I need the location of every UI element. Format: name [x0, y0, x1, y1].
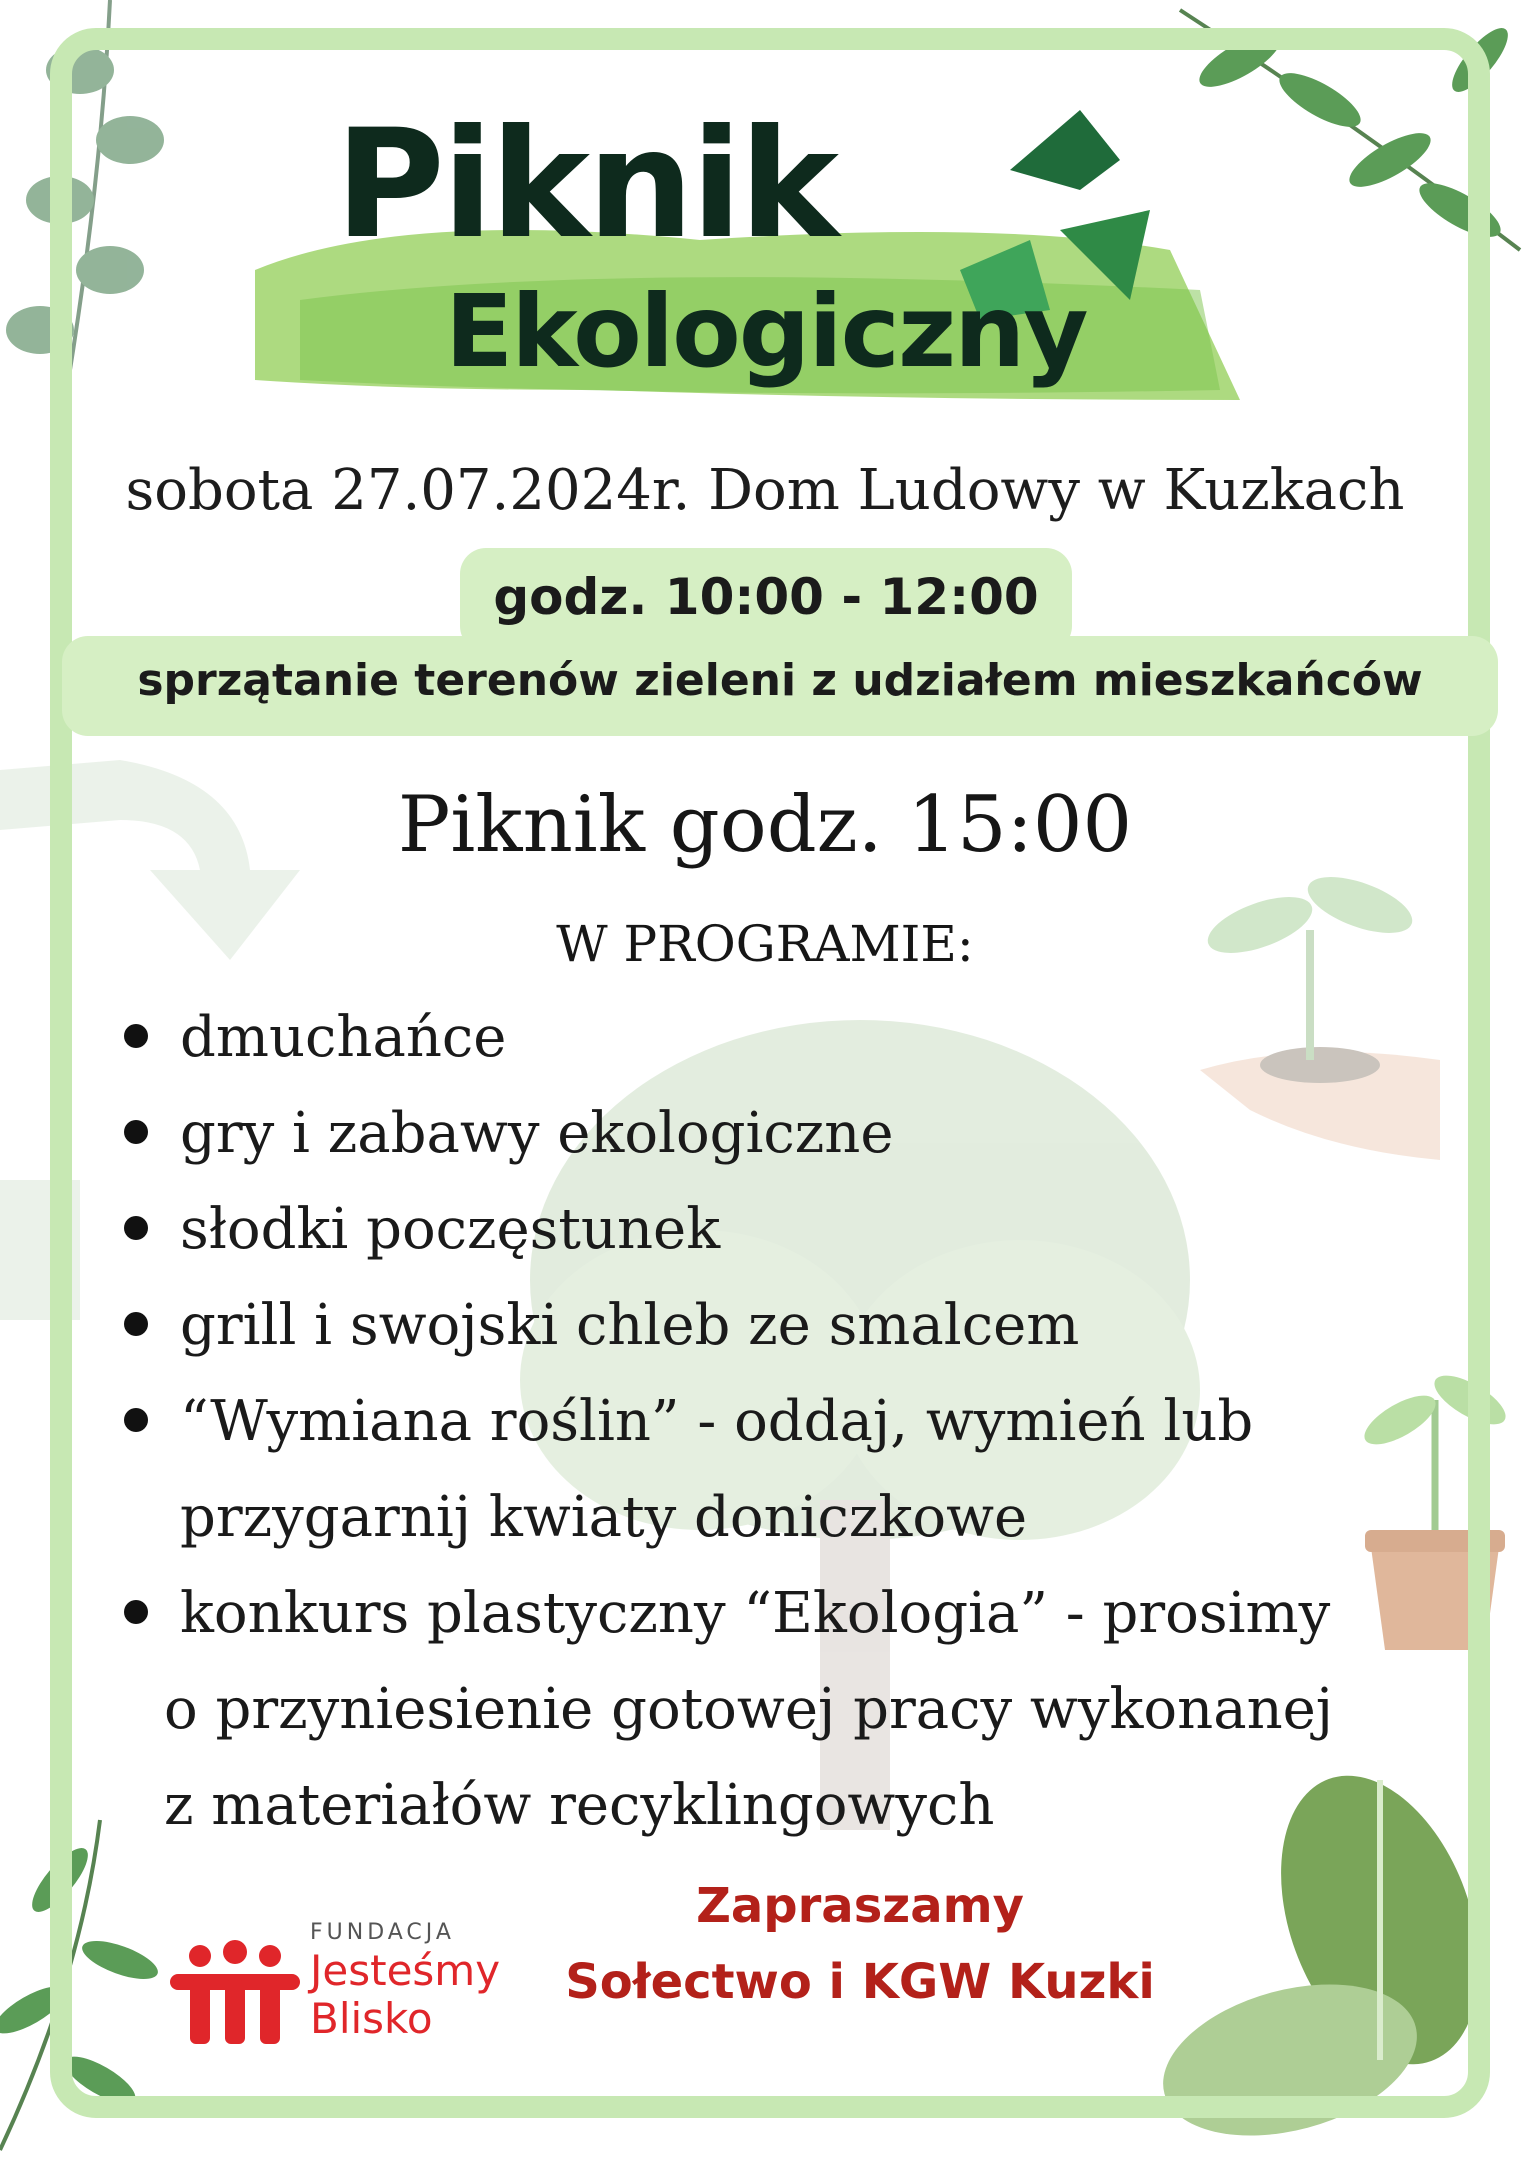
list-item-continued: o przyniesienie gotowej pracy wykonanej	[164, 1677, 1334, 1742]
bullet-icon	[124, 1120, 148, 1144]
picnic-time: Piknik godz. 15:00	[397, 780, 1133, 870]
program-title: W PROGRAMIE:	[556, 915, 974, 973]
logo-text-blisko: Blisko	[310, 1994, 433, 2043]
list-item: “Wymiana roślin” - oddaj, wymień lub	[120, 1374, 1420, 1470]
morning-activity: sprzątanie terenów zieleni z udziałem mieszkańców	[137, 655, 1423, 706]
bullet-icon	[124, 1408, 148, 1432]
title-main: Piknik	[335, 98, 837, 272]
program-list	[120, 990, 1420, 1854]
logo-text-fundacja: FUNDACJA	[310, 1920, 455, 1945]
morning-time: godz. 10:00 - 12:00	[493, 568, 1039, 626]
foundation-logo	[170, 1920, 500, 2060]
invite-line-2: Sołectwo i KGW Kuzki	[565, 1954, 1155, 2010]
event-date-place: sobota 27.07.2024r. Dom Ludowy w Kuzkach	[125, 458, 1405, 523]
list-item: konkurs plastyczny “Ekologia” - prosimy	[120, 1566, 1420, 1662]
invitation	[540, 1868, 1180, 2020]
title-block	[0, 100, 1530, 420]
bullet-icon	[124, 1600, 148, 1624]
list-item: gry i zabawy ekologiczne	[120, 1086, 1420, 1182]
list-item: dmuchańce	[120, 990, 1420, 1086]
list-item-continued: przygarnij kwiaty doniczkowe	[180, 1485, 1028, 1550]
list-item: grill i swojski chleb ze smalcem	[120, 1278, 1420, 1374]
people-logo-icon	[170, 1940, 300, 2050]
list-item: słodki poczęstunek	[120, 1182, 1420, 1278]
invite-line-1: Zapraszamy	[696, 1878, 1024, 1934]
logo-text-jestesmy: Jesteśmy	[310, 1946, 501, 1995]
bullet-icon	[124, 1024, 148, 1048]
bullet-icon	[124, 1312, 148, 1336]
bullet-icon	[124, 1216, 148, 1240]
list-item-continued: z materiałów recyklingowych	[164, 1773, 995, 1838]
title-sub: Ekologiczny	[445, 273, 1087, 390]
